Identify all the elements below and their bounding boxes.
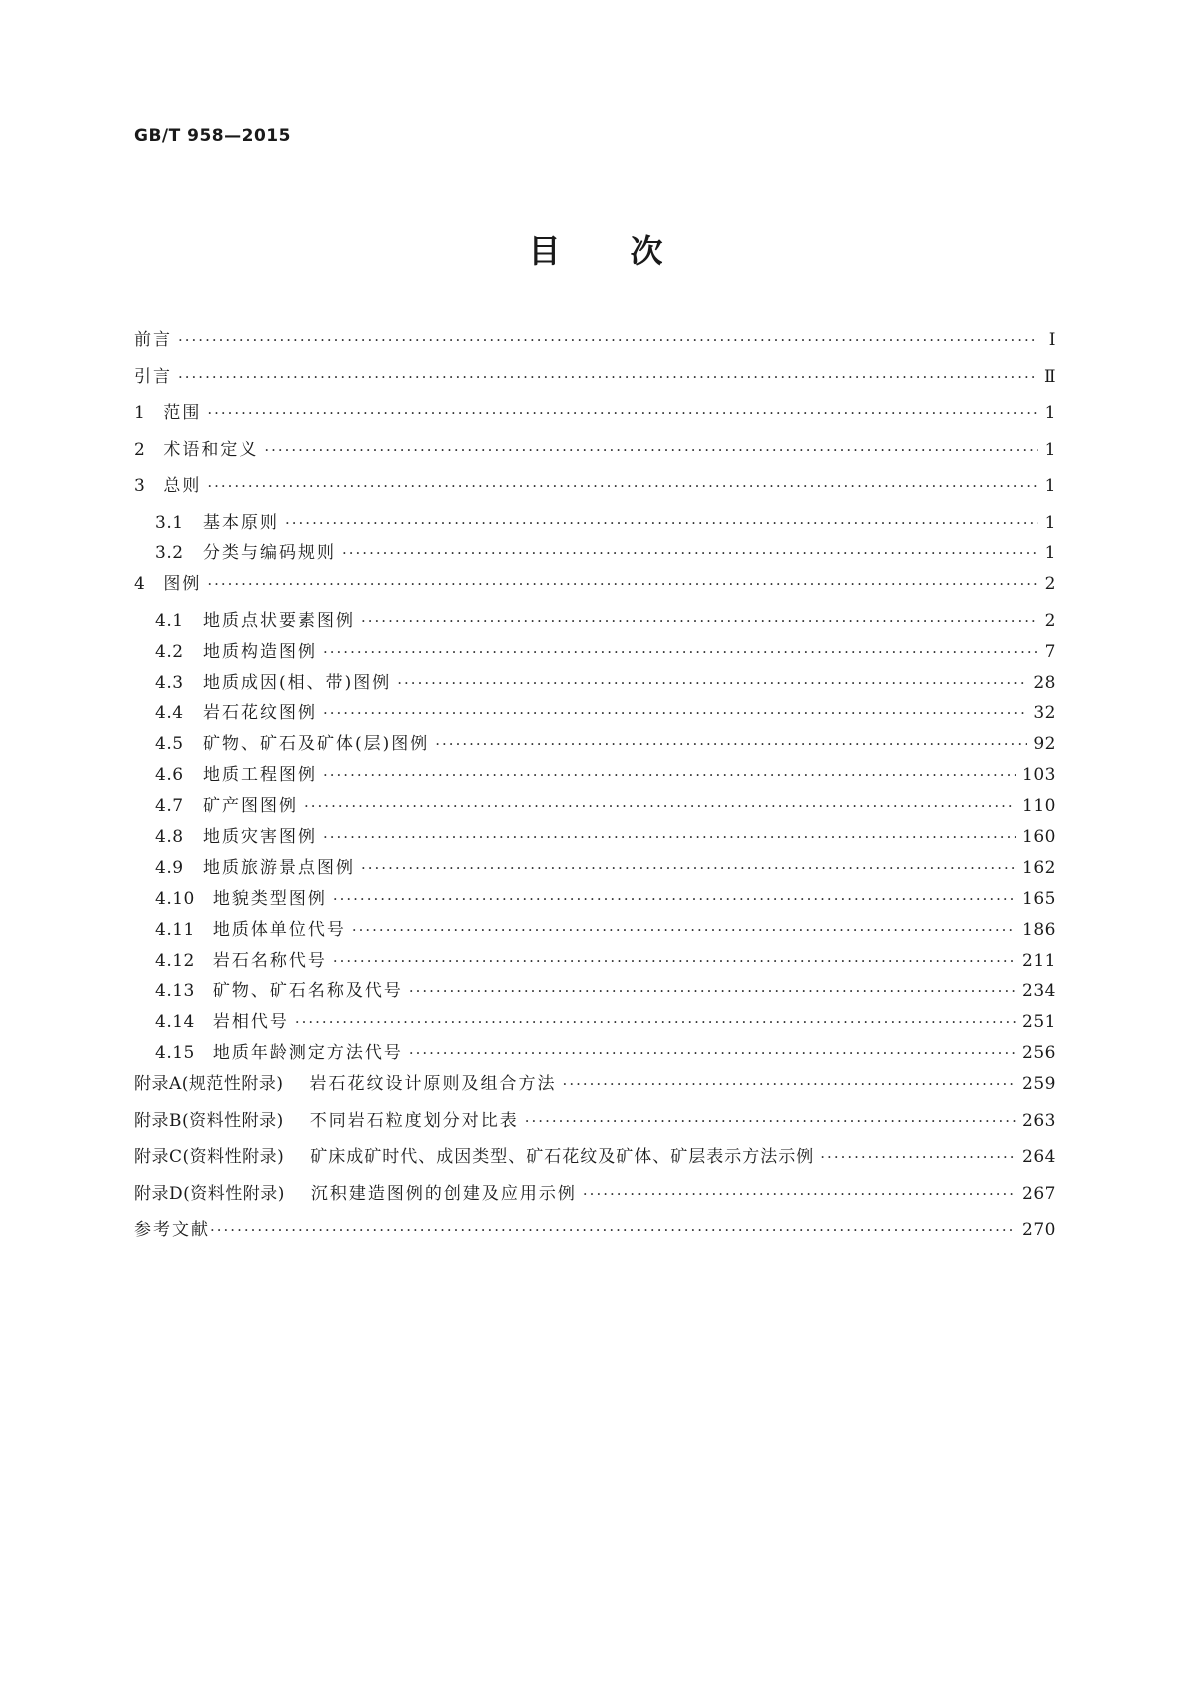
toc-entry-4-6[interactable] bbox=[134, 760, 1056, 791]
toc-entry-label: 前言 bbox=[134, 330, 172, 350]
toc-entry-number: 4.6 bbox=[155, 765, 184, 786]
toc-leader-dots bbox=[178, 368, 1038, 386]
toc-entry-page: 263 bbox=[1022, 1110, 1056, 1131]
toc-entry-4-3[interactable] bbox=[134, 668, 1056, 699]
toc-entry-4-15[interactable] bbox=[134, 1038, 1056, 1069]
toc-entry-page: 165 bbox=[1022, 888, 1056, 909]
standard-number: GB/T 958—2015 bbox=[134, 126, 291, 146]
toc-entry-3-2[interactable] bbox=[134, 538, 1056, 569]
toc-entry-number: 3.2 bbox=[155, 543, 184, 564]
toc-leader-dots bbox=[207, 404, 1038, 422]
page-title-char-1: 目 bbox=[528, 232, 561, 270]
toc-entry-page: 103 bbox=[1022, 765, 1056, 786]
toc-entry-label: 术语和定义 bbox=[163, 439, 259, 460]
toc-leader-dots bbox=[333, 890, 1016, 908]
toc-leader-dots bbox=[323, 643, 1038, 661]
toc-entry-page: 28 bbox=[1033, 672, 1056, 693]
toc-leader-dots bbox=[820, 1148, 1016, 1166]
toc-entry-references[interactable] bbox=[134, 1215, 1056, 1252]
toc-leader-dots bbox=[210, 1221, 1016, 1239]
toc-entry-label: 总则 bbox=[163, 476, 202, 496]
toc-entry-number: 4.4 bbox=[155, 703, 184, 724]
toc-entry-number: 4.9 bbox=[155, 857, 184, 878]
toc-entry-page: 1 bbox=[1044, 439, 1056, 460]
toc-leader-dots bbox=[352, 921, 1016, 939]
toc-entry-label: 矿床成矿时代、成因类型、矿石花纹及矿体、矿层表示方法示例 bbox=[310, 1147, 815, 1168]
toc-entry-page: 1 bbox=[1044, 543, 1056, 564]
toc-leader-dots bbox=[323, 828, 1016, 846]
toc-leader-dots bbox=[304, 797, 1016, 815]
toc-entry-introduction[interactable] bbox=[134, 362, 1056, 399]
toc-leader-dots bbox=[178, 331, 1038, 349]
toc-entry-label: 基本原则 bbox=[203, 512, 279, 533]
toc-entry-number: 3 bbox=[134, 476, 146, 496]
toc-entry-4-13[interactable] bbox=[134, 976, 1056, 1007]
toc-entry-page: 1 bbox=[1044, 403, 1056, 423]
toc-entry-number: 1 bbox=[134, 403, 146, 423]
toc-entry-label: 矿物、矿石及矿体(层)图例 bbox=[203, 734, 430, 755]
toc-entry-page: Ⅱ bbox=[1043, 366, 1056, 387]
toc-entry-4-7[interactable] bbox=[134, 791, 1056, 822]
toc-entry-number: 附录B(资料性附录) bbox=[134, 1110, 284, 1131]
toc-entry-4-4[interactable] bbox=[134, 698, 1056, 729]
toc-entry-label: 地质工程图例 bbox=[203, 765, 317, 786]
toc-entry-page: 264 bbox=[1022, 1147, 1056, 1168]
toc-leader-dots bbox=[333, 952, 1016, 970]
toc-entry-foreword[interactable] bbox=[134, 325, 1056, 362]
toc-leader-dots bbox=[264, 441, 1038, 459]
toc-leader-dots bbox=[525, 1112, 1016, 1130]
toc-entry-page: 7 bbox=[1044, 641, 1056, 662]
toc-entry-appendix-c[interactable] bbox=[134, 1142, 1056, 1179]
toc-entry-page: 259 bbox=[1022, 1074, 1056, 1095]
toc-entry-page: 1 bbox=[1044, 476, 1056, 496]
toc-entry-label: 不同岩石粒度划分对比表 bbox=[309, 1110, 519, 1131]
toc-entry-number: 4.12 bbox=[155, 950, 195, 971]
toc-entry-label: 岩相代号 bbox=[212, 1012, 289, 1033]
toc-entry-label: 分类与编码规则 bbox=[203, 543, 336, 564]
toc-entry-label: 地质年龄测定方法代号 bbox=[212, 1043, 403, 1064]
toc-entry-label: 沉积建造图例的创建及应用示例 bbox=[310, 1183, 577, 1204]
page-title-char-2: 次 bbox=[630, 232, 663, 270]
toc-leader-dots bbox=[361, 612, 1038, 630]
toc-leader-dots bbox=[342, 544, 1038, 562]
toc-leader-dots bbox=[409, 982, 1016, 1000]
toc-entry-number: 附录D(资料性附录) bbox=[134, 1183, 285, 1204]
toc-entry-4-2[interactable] bbox=[134, 637, 1056, 668]
toc-entry-label: 地貌类型图例 bbox=[212, 888, 327, 909]
toc-entry-number: 附录A(规范性附录) bbox=[134, 1074, 284, 1095]
toc-entry-page: 32 bbox=[1033, 703, 1056, 724]
toc-entry-page: 2 bbox=[1044, 610, 1056, 631]
toc-entry-appendix-d[interactable] bbox=[134, 1179, 1056, 1216]
toc-entry-label: 地质成因(相、带)图例 bbox=[203, 672, 392, 693]
toc-entry-4-12[interactable] bbox=[134, 946, 1056, 977]
toc-entry-label: 范围 bbox=[163, 403, 202, 423]
toc-entry-number: 3.1 bbox=[155, 512, 184, 533]
toc-entry-4-1[interactable] bbox=[134, 606, 1056, 637]
toc-leader-dots bbox=[285, 514, 1038, 532]
toc-entry-page: 256 bbox=[1022, 1043, 1056, 1064]
toc-entry-number: 4.11 bbox=[155, 919, 195, 940]
toc-entry-4-14[interactable] bbox=[134, 1007, 1056, 1038]
toc-entry-page: 162 bbox=[1022, 857, 1056, 878]
toc-entry-number: 4.2 bbox=[155, 641, 184, 662]
toc-entry-4-5[interactable] bbox=[134, 729, 1056, 760]
toc-entry-label: 地质灾害图例 bbox=[203, 827, 317, 848]
toc-leader-dots bbox=[435, 735, 1027, 753]
page-title bbox=[0, 226, 1191, 272]
toc-entry-appendix-b[interactable] bbox=[134, 1106, 1056, 1143]
toc-leader-dots bbox=[361, 859, 1016, 877]
toc-entry-number: 4.14 bbox=[155, 1012, 195, 1033]
toc-entry-label: 矿产图图例 bbox=[203, 796, 298, 817]
toc-leader-dots bbox=[397, 674, 1027, 692]
toc-entry-number: 4.15 bbox=[155, 1043, 195, 1064]
toc-entry-label: 地质点状要素图例 bbox=[203, 610, 355, 631]
toc-entry-page: 270 bbox=[1022, 1220, 1056, 1241]
toc-entry-label: 岩石名称代号 bbox=[212, 950, 327, 971]
toc-entry-1[interactable] bbox=[134, 398, 1056, 435]
toc-leader-dots bbox=[323, 704, 1027, 722]
toc-entry-number: 4.3 bbox=[155, 672, 184, 693]
toc-entry-page: 1 bbox=[1044, 512, 1056, 533]
toc-entry-page: 160 bbox=[1022, 827, 1056, 848]
toc-entry-3-1[interactable] bbox=[134, 508, 1056, 539]
toc-entry-page: Ⅰ bbox=[1048, 330, 1056, 350]
toc-entry-number: 4.5 bbox=[155, 734, 184, 755]
toc-entry-number: 2 bbox=[134, 439, 146, 460]
toc-entry-page: 251 bbox=[1022, 1012, 1056, 1033]
toc-entry-4[interactable] bbox=[134, 569, 1056, 606]
toc-entry-page: 186 bbox=[1022, 919, 1056, 940]
toc-entry-3[interactable] bbox=[134, 471, 1056, 508]
toc-entry-4-8[interactable] bbox=[134, 822, 1056, 853]
toc-entry-4-9[interactable] bbox=[134, 853, 1056, 884]
toc-leader-dots bbox=[323, 766, 1016, 784]
toc-entry-label: 岩石花纹设计原则及组合方法 bbox=[309, 1074, 557, 1095]
toc-entry-label: 引言 bbox=[134, 366, 172, 387]
toc-entry-4-11[interactable] bbox=[134, 915, 1056, 946]
toc-leader-dots bbox=[583, 1185, 1016, 1203]
table-of-contents bbox=[134, 325, 1056, 1252]
toc-leader-dots bbox=[295, 1013, 1016, 1031]
toc-leader-dots bbox=[563, 1075, 1017, 1093]
toc-leader-dots bbox=[207, 575, 1038, 593]
toc-entry-number: 4 bbox=[134, 574, 146, 595]
toc-entry-number: 4.10 bbox=[155, 888, 195, 909]
toc-entry-label: 矿物、矿石名称及代号 bbox=[212, 981, 403, 1002]
toc-entry-number: 4.1 bbox=[155, 610, 184, 631]
toc-entry-label: 地质旅游景点图例 bbox=[203, 857, 355, 878]
toc-entry-label: 岩石花纹图例 bbox=[203, 703, 317, 724]
toc-entry-number: 附录C(资料性附录) bbox=[134, 1147, 285, 1168]
toc-entry-label: 地质构造图例 bbox=[203, 641, 317, 662]
toc-entry-label: 参考文献 bbox=[134, 1220, 210, 1241]
toc-entry-label: 图例 bbox=[163, 574, 202, 595]
toc-entry-page: 211 bbox=[1022, 950, 1056, 971]
toc-entry-number: 4.7 bbox=[155, 796, 184, 817]
toc-entry-2[interactable] bbox=[134, 435, 1056, 472]
toc-entry-page: 267 bbox=[1022, 1183, 1056, 1204]
toc-leader-dots bbox=[207, 477, 1038, 495]
toc-entry-number: 4.8 bbox=[155, 827, 184, 848]
toc-entry-page: 2 bbox=[1044, 574, 1056, 595]
toc-entry-page: 92 bbox=[1033, 734, 1056, 755]
toc-entry-page: 110 bbox=[1022, 796, 1056, 817]
toc-entry-page: 234 bbox=[1022, 981, 1056, 1002]
toc-entry-4-10[interactable] bbox=[134, 884, 1056, 915]
toc-leader-dots bbox=[409, 1044, 1016, 1062]
toc-entry-label: 地质体单位代号 bbox=[212, 919, 346, 940]
toc-entry-number: 4.13 bbox=[155, 981, 195, 1002]
toc-entry-appendix-a[interactable] bbox=[134, 1069, 1056, 1106]
